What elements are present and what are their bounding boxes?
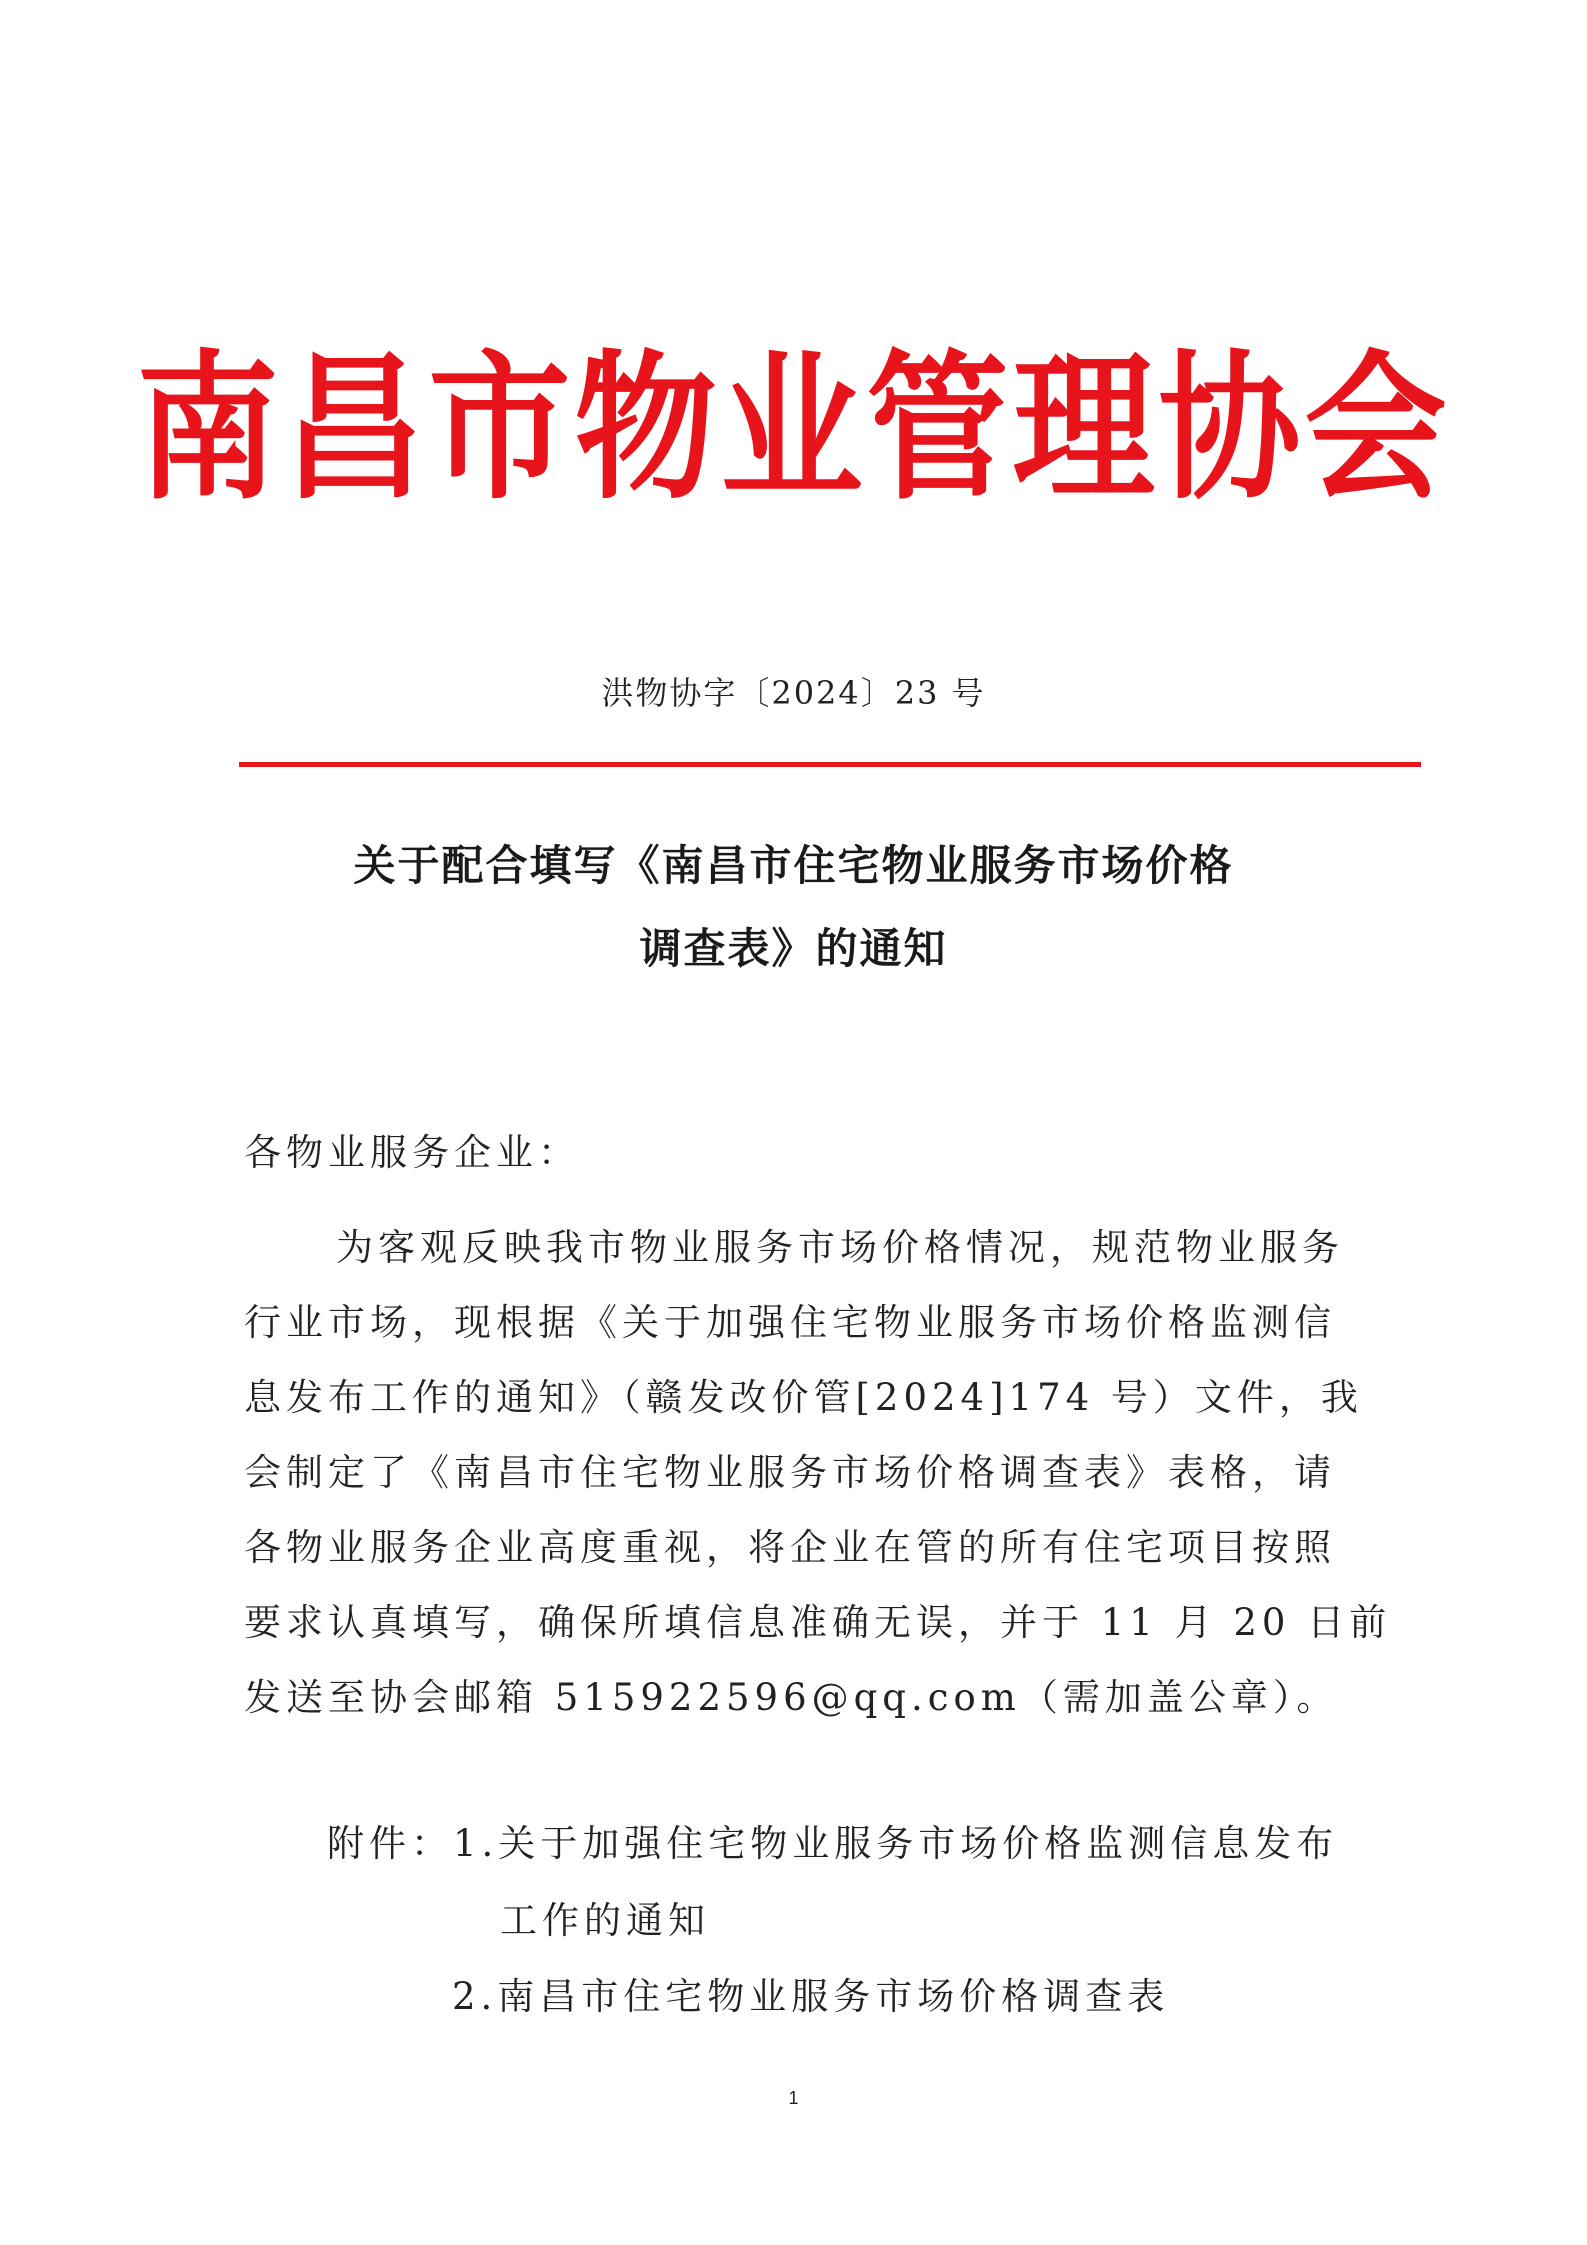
- body-line: 行业市场，现根据《关于加强住宅物业服务市场价格监测信: [244, 1301, 1336, 1344]
- body-line: 要求认真填写，确保所填信息准确无误，并于 11 月 20 日前: [244, 1601, 1392, 1644]
- notice-title-line-2: 调查表》的通知: [639, 924, 948, 973]
- page-number: 1: [788, 2088, 799, 2108]
- attachment-item-1-continued: 工作的通知: [500, 1899, 710, 1942]
- body-line: 为客观反映我市物业服务市场价格情况，规范物业服务: [336, 1226, 1344, 1269]
- header-divider: [239, 762, 1421, 767]
- body-line: 息发布工作的通知》（赣发改价管[2024]174 号）文件，我: [244, 1376, 1363, 1419]
- attachment-item-1: 附件：1.关于加强住宅物业服务市场价格监测信息发布: [327, 1822, 1339, 1865]
- notice-title-line-1: 关于配合填写《南昌市住宅物业服务市场价格: [353, 841, 1234, 890]
- salutation: 各物业服务企业：: [244, 1131, 580, 1174]
- body-line: 发送至协会邮箱 515922596@qq.com（需加盖公章）。: [244, 1676, 1339, 1719]
- organization-masthead: 南昌市物业管理协会: [136, 336, 1451, 522]
- body-line: 各物业服务企业高度重视，将企业在管的所有住宅项目按照: [244, 1526, 1336, 1569]
- body-line: 会制定了《南昌市住宅物业服务市场价格调查表》表格，请: [244, 1451, 1336, 1494]
- attachment-item-2: 2.南昌市住宅物业服务市场价格调查表: [452, 1975, 1170, 2018]
- document-number: 洪物协字〔2024〕23 号: [601, 674, 986, 712]
